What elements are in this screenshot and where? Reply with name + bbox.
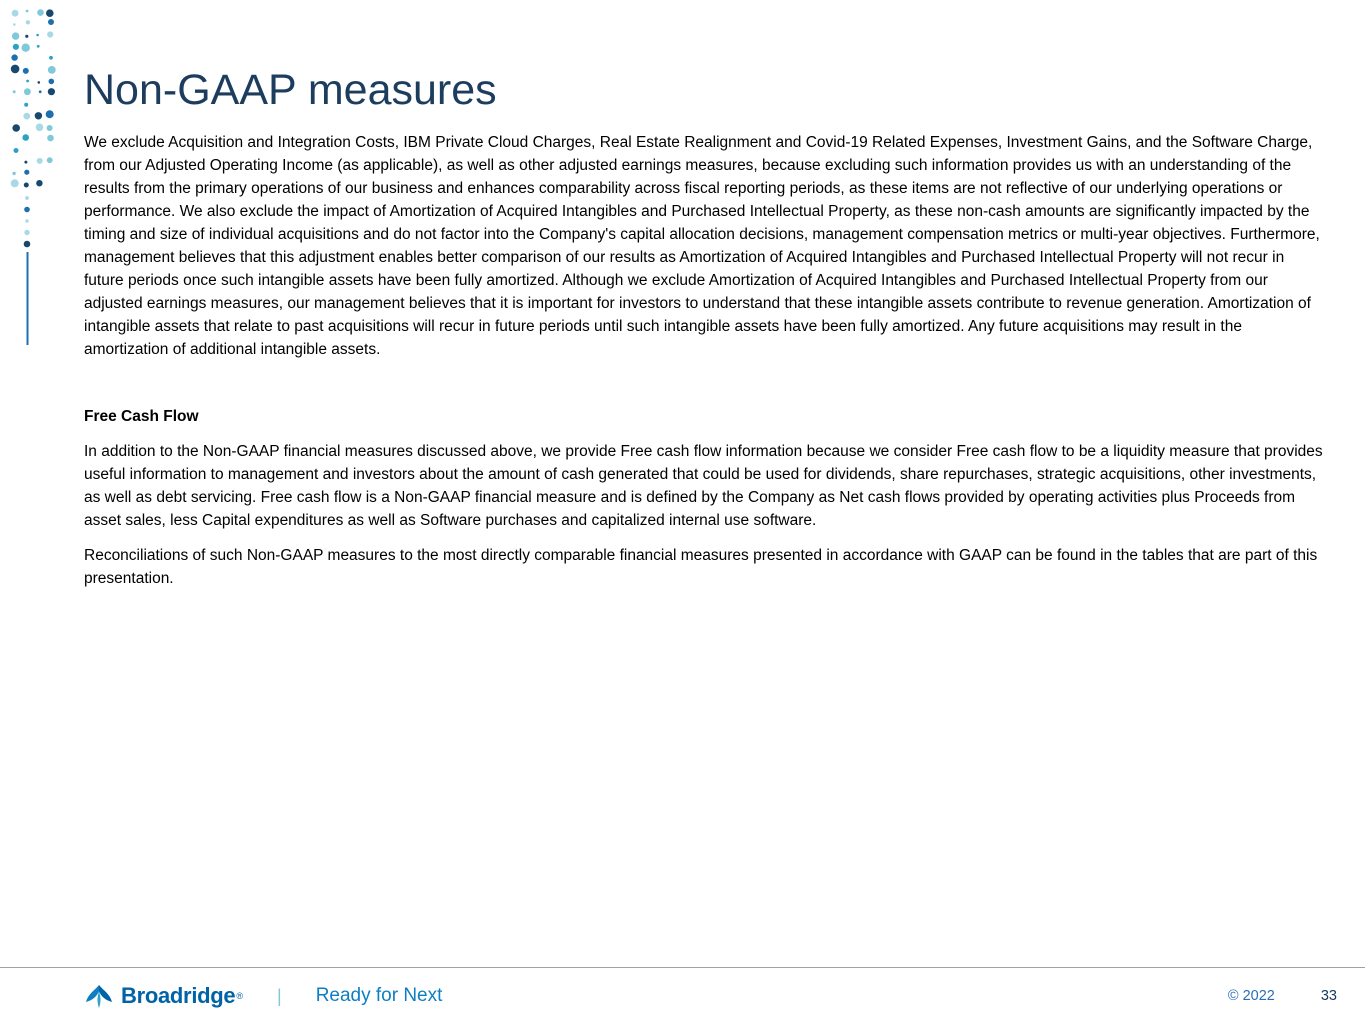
registered-trademark: ® — [236, 991, 243, 1001]
dot-pattern-decoration — [0, 0, 70, 360]
footer-brand-group — [84, 983, 442, 1010]
page-number: 33 — [1320, 988, 1337, 1004]
free-cash-flow-paragraph: In addition to the Non-GAAP financial measures discussed above, we provide Free cash flow information because we consider Free cash flow to be a liquidity measure that provides useful information to management and investors about the amount of cash generated that could be used for dividends, share repurchases, strategic acquisitions, other investments, as well as debt servicing. Free cash flow is a Non-GAAP financial measure and is defined by the Company as Net cash flows provided by operating activities plus Proceeds from asset sales, less Capital expenditures as well as Software purchases and capitalized internal use software. — [84, 443, 1323, 529]
reconciliation-paragraph: Reconciliations of such Non-GAAP measures to the most directly comparable financial measures presented in accordance with GAAP can be found in the tables that are part of this presentation. — [84, 547, 1318, 587]
free-cash-flow-heading: Free Cash Flow — [84, 408, 199, 425]
page-title: Non-GAAP measures — [84, 66, 497, 114]
footer-meta-group — [1228, 988, 1337, 1004]
footer-separator: | — [277, 985, 282, 1006]
broadridge-logo-icon — [84, 983, 114, 1010]
footer — [0, 967, 1365, 1024]
copyright-text: © 2022 — [1227, 988, 1275, 1004]
broadridge-wordmark: Broadridge — [121, 983, 236, 1008]
intro-paragraph: We exclude Acquisition and Integration Costs, IBM Private Cloud Charges, Real Estate Realignment and Covid-19 Related Expenses, Investment Gains, and the Software Charge, from our Adjusted Operating Income (as applicable), as well as other adjusted earnings measures, because excluding such information provides us with an understanding of the results from the primary operations of our business and enhances comparability across fiscal reporting periods, as these items are not reflective of our underlying operations or performance. We also exclude the impact of Amortization of Acquired Intangibles and Purchased Intellectual Property, as these non-cash amounts are significantly impacted by the timing and size of individual acquisitions and do not factor into the Company's capital allocation decisions, management compensation metrics or multi-year objectives. Furthermore, management believes that this adjustment enables better comparison of our results as Amortization of Acquired Intangibles and Purchased Intellectual Property will not recur in future periods once such intangible assets have been fully amortized. Although we exclude Amortization of Acquired Intangibles and Purchased Intellectual Property from our adjusted earnings measures, our management believes that it is important for investors to understand that these intangible assets contribute to revenue generation. Amortization of intangible assets that relate to past acquisitions will recur in future periods until such intangible assets have been fully amortized. Any future acquisitions may result in the amortization of additional intangible assets. — [84, 134, 1320, 358]
broadridge-logo — [84, 983, 243, 1010]
footer-tagline: Ready for Next — [315, 985, 443, 1006]
slide-content — [84, 66, 1324, 590]
